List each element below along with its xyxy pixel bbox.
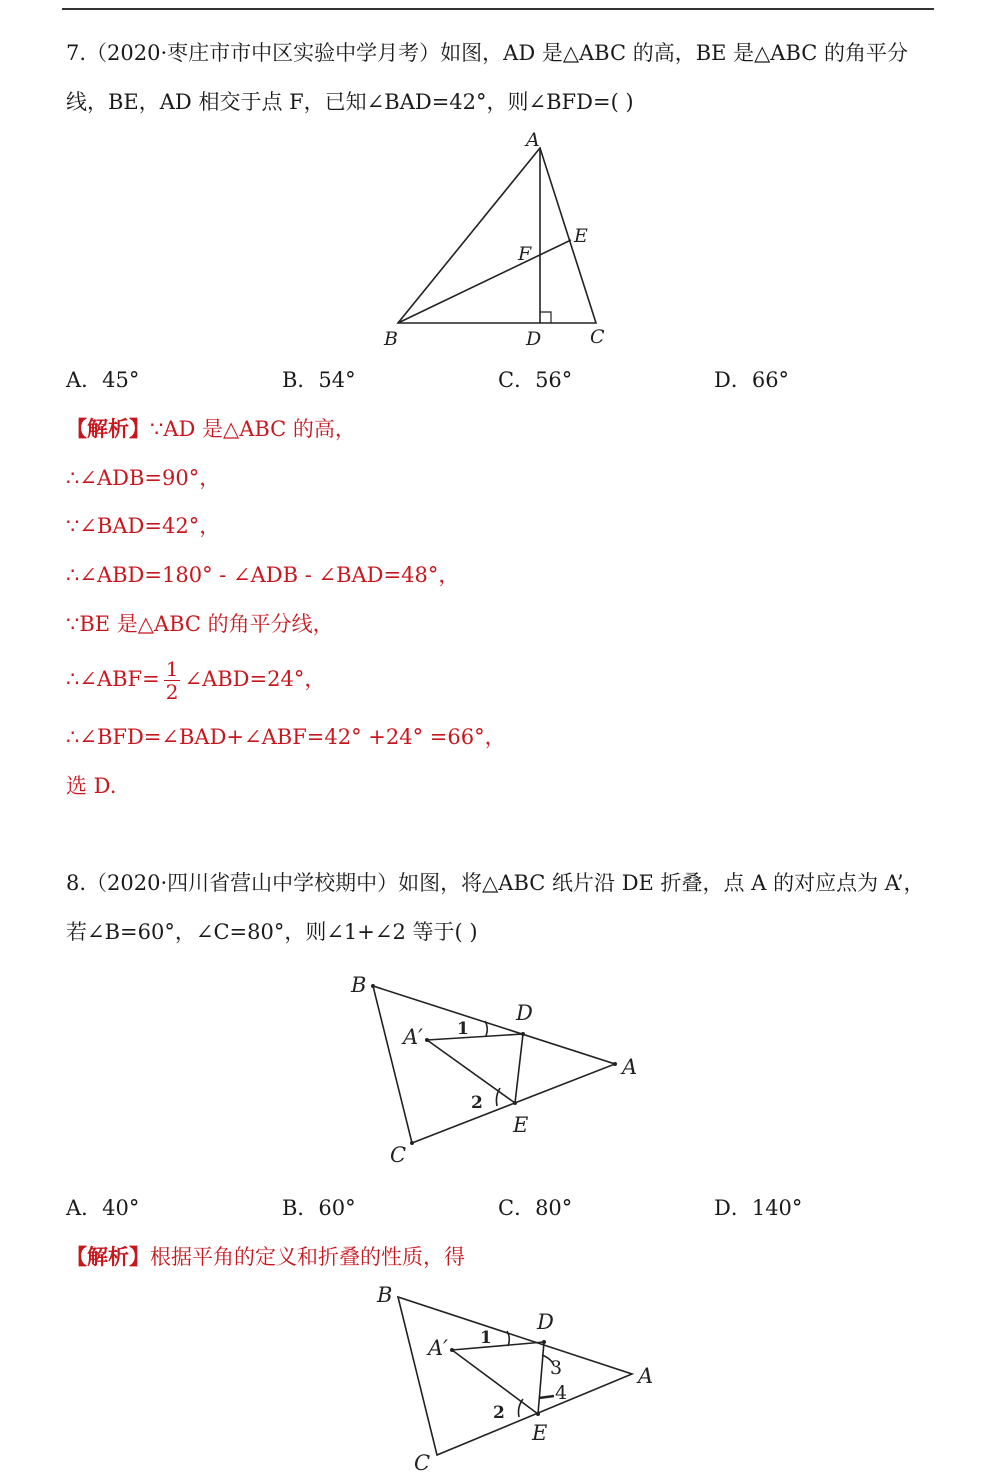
one-half-fraction [164,658,181,703]
fraction-numerator: 1 [165,657,179,681]
q7-stem-line-2: 线，BE，AD 相交于点 F，已知∠BAD=42°，则∠BFD=( ) [66,90,634,114]
q8-option-c[interactable]: C．80° [498,1196,573,1220]
q8-label-1: 1 [457,1019,469,1039]
q8-sol-angle-3-arc [542,1355,554,1366]
q8-label-2: 2 [471,1093,483,1113]
q8-sol-segment-a2d [452,1342,544,1350]
q8-sol-segment-a2e [452,1350,538,1414]
q8-sol-label-2: 2 [493,1403,505,1423]
q8-angle-1-arc [485,1021,487,1036]
q8-solution-l1: 根据平角的定义和折叠的性质，得 [150,1245,465,1269]
q8-label-d: D [516,1001,533,1025]
q8-sol-label-3: 3 [550,1357,563,1379]
q7-label-f: F [518,243,532,265]
q7-solution-l6-post: ∠ABD=24°， [184,667,326,691]
q7-label-b: B [384,328,398,350]
q8-sol-angle-4-mark [539,1396,554,1398]
q8-option-d[interactable]: D．140° [714,1196,803,1220]
q7-label-d: D [526,328,542,350]
q8-sol-angle-1-arc [507,1331,509,1346]
q8-segment-a2d [427,1034,523,1040]
q7-label-c: C [590,326,605,348]
q8-sol-label-b: B [377,1283,393,1307]
q7-option-b[interactable]: B．54° [282,368,356,392]
q7-solution-l6 [66,652,325,706]
q7-solution-l4: ∴∠ABD=180° - ∠ADB - ∠BAD=48°， [66,563,460,587]
q8-angle-2-arc [496,1088,500,1106]
q8-sol-label-d: D [537,1310,554,1334]
q8-solution-tag: 【解析】 [66,1244,150,1269]
q8-solution-line-1 [66,1242,465,1272]
q7-option-c[interactable]: C．56° [498,368,573,392]
q7-label-a: A [526,129,540,151]
q8-label-a-prime: A′ [403,1025,423,1049]
q8-sol-label-1: 1 [480,1328,492,1348]
q7-bisector-be [398,240,571,323]
q8-label-c: C [390,1143,407,1167]
q8-sol-triangle-abc [398,1297,632,1455]
q8-fold-line-de [515,1034,523,1103]
q7-solution-l5: ∵BE 是△ABC 的角平分线， [66,612,334,636]
q8-stem-line-1: 8.（2020·四川省营山中学校期中）如图，将△ABC 纸片沿 DE 折叠，点 A 的对应点为 A’， [66,871,925,895]
q8-sol-angle-2-arc [519,1399,524,1417]
q8-option-a[interactable]: A．40° [66,1196,140,1220]
q7-label-e: E [574,225,588,247]
q8-triangle-abc [373,986,615,1143]
q8-label-a: A [622,1055,638,1079]
q7-solution-l6-pre: ∴∠ABF= [66,667,160,691]
q7-option-a[interactable]: A．45° [66,368,140,392]
q7-right-angle-mark [540,312,551,323]
q8-sol-label-a-prime: A′ [428,1336,448,1360]
fraction-denominator: 2 [165,680,179,704]
q8-sol-label-c: C [414,1451,431,1475]
q8-sol-label-4: 4 [555,1382,568,1404]
q7-stem-line-1: 7.（2020·枣庄市市中区实验中学月考）如图，AD 是△ABC 的高，BE 是△ABC 的角平分 [66,41,909,65]
q7-solution-l8: 选 D. [66,774,117,798]
q8-sol-label-a: A [638,1364,654,1388]
q7-solution-line-1 [66,414,356,444]
q7-option-d[interactable]: D．66° [714,368,790,392]
q7-solution-l7: ∴∠BFD=∠BAD+∠ABF=42° +24° =66°， [66,725,506,749]
q8-label-e: E [513,1113,529,1137]
q8-label-b: B [351,973,367,997]
q8-segment-a2e [427,1040,515,1103]
q7-solution-tag: 【解析】 [66,416,150,441]
q7-triangle-abc [398,148,596,323]
q8-stem-line-2: 若∠B=60°，∠C=80°，则∠1+∠2 等于( ) [66,920,478,944]
q8-sol-fold-line-de [538,1342,544,1414]
q8-sol-label-e: E [532,1421,548,1445]
q7-solution-l2: ∴∠ADB=90°， [66,466,221,490]
q7-solution-l3: ∵∠BAD=42°， [66,514,221,538]
q8-option-b[interactable]: B．60° [282,1196,356,1220]
top-rule [62,8,934,10]
q7-solution-l1: ∵AD 是△ABC 的高， [150,417,356,441]
